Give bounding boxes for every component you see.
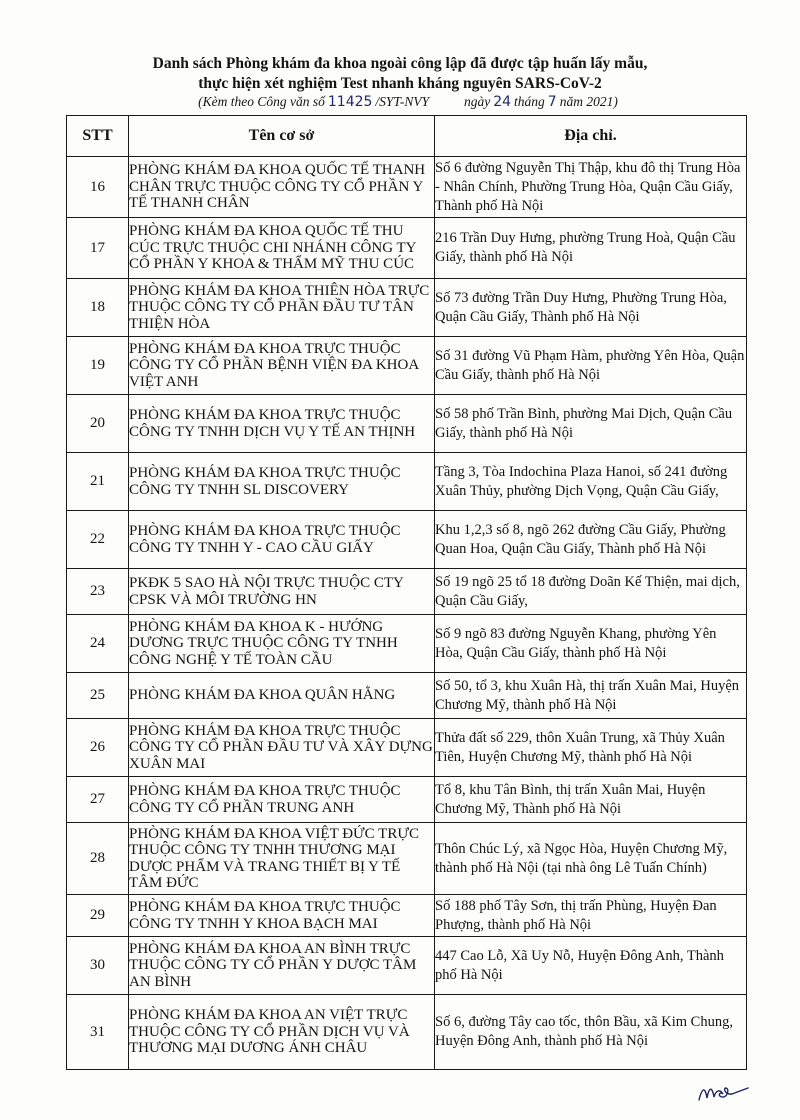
- row-address: Số 31 đường Vũ Phạm Hàm, phường Yên Hòa, Quận Cầu Giấy, thành phố Hà Nội: [435, 337, 747, 395]
- table-row: [67, 719, 747, 777]
- row-facility-name: PHÒNG KHÁM ĐA KHOA AN VIỆT TRỰC THUỘC CÔNG TY CỔ PHẦN DỊCH VỤ VÀ THƯƠNG MẠI DƯƠNG ÁNH CHÂU: [129, 995, 435, 1070]
- document-reference: [8, 94, 800, 110]
- row-facility-name: PHÒNG KHÁM ĐA KHOA TRỰC THUỘC CÔNG TY TNHH Y - CAO CẦU GIẤY: [129, 511, 435, 569]
- table-row: [67, 615, 747, 673]
- day-label: ngày: [463, 94, 491, 109]
- row-facility-name: PHÒNG KHÁM ĐA KHOA QUỐC TẾ THANH CHÂN TRỰC THUỘC CÔNG TY CỔ PHẦN Y TẾ THANH CHÂN: [129, 157, 435, 218]
- table-row: [67, 337, 747, 395]
- row-stt: 18: [67, 279, 129, 337]
- row-stt: 29: [67, 895, 129, 937]
- handwritten-day: 24: [493, 94, 512, 110]
- table-body: [67, 157, 747, 1070]
- table-row: [67, 937, 747, 995]
- row-facility-name: PHÒNG KHÁM ĐA KHOA TRỰC THUỘC CÔNG TY TNHH DỊCH VỤ Y TẾ AN THỊNH: [129, 395, 435, 453]
- row-stt: 21: [67, 453, 129, 511]
- row-address: Số 73 đường Trần Duy Hưng, Phường Trung Hòa, Quận Cầu Giấy, Thành phố Hà Nội: [435, 279, 747, 337]
- row-address: Số 9 ngõ 83 đường Nguyễn Khang, phường Yên Hòa, Quận Cầu Giấy, thành phố Hà Nội: [435, 615, 747, 673]
- row-facility-name: PHÒNG KHÁM ĐA KHOA QUỐC TẾ THU CÚC TRỰC THUỘC CHI NHÁNH CÔNG TY CỔ PHẦN Y KHOA & THẨM MỸ THU CÚC: [129, 218, 435, 279]
- table-row: [67, 453, 747, 511]
- row-facility-name: PKĐK 5 SAO HÀ NỘI TRỰC THUỘC CTY CPSK VÀ MÔI TRƯỜNG HN: [129, 569, 435, 615]
- row-stt: 27: [67, 777, 129, 823]
- signature-initials: [696, 1078, 752, 1113]
- header-name: Tên cơ sở: [129, 116, 435, 157]
- row-stt: 30: [67, 937, 129, 995]
- table-row: [67, 995, 747, 1070]
- row-address: Thôn Chúc Lý, xã Ngọc Hòa, Huyện Chương Mỹ, thành phố Hà Nội (tại nhà ông Lê Tuấn Chính): [435, 823, 747, 895]
- table-row: [67, 823, 747, 895]
- row-facility-name: PHÒNG KHÁM ĐA KHOA K - HƯỚNG DƯƠNG TRỰC THUỘC CÔNG TY TNHH CÔNG NGHỆ Y TẾ TOÀN CẦU: [129, 615, 435, 673]
- row-facility-name: PHÒNG KHÁM ĐA KHOA QUÂN HẰNG: [129, 673, 435, 719]
- handwritten-document-number: 11425: [327, 94, 373, 110]
- row-stt: 25: [67, 673, 129, 719]
- row-stt: 20: [67, 395, 129, 453]
- row-stt: 19: [67, 337, 129, 395]
- row-facility-name: PHÒNG KHÁM ĐA KHOA TRỰC THUỘC CÔNG TY CỔ PHẦN ĐẦU TƯ VÀ XÂY DỰNG XUÂN MAI: [129, 719, 435, 777]
- clinic-table: [66, 115, 747, 1070]
- table-row: [67, 673, 747, 719]
- row-facility-name: PHÒNG KHÁM ĐA KHOA TRỰC THUỘC CÔNG TY CỔ PHẦN TRUNG ANH: [129, 777, 435, 823]
- row-facility-name: PHÒNG KHÁM ĐA KHOA VIỆT ĐỨC TRỰC THUỘC CÔNG TY TNHH THƯƠNG MẠI DƯỢC PHẨM VÀ TRANG THIẾT BỊ Y TẾ TÂM ĐỨC: [129, 823, 435, 895]
- table-row: [67, 777, 747, 823]
- row-facility-name: PHÒNG KHÁM ĐA KHOA TRỰC THUỘC CÔNG TY CỔ PHẦN BỆNH VIỆN ĐA KHOA VIỆT ANH: [129, 337, 435, 395]
- row-facility-name: PHÒNG KHÁM ĐA KHOA AN BÌNH TRỰC THUỘC CÔNG TY CỔ PHẦN Y DƯỢC TÂM AN BÌNH: [129, 937, 435, 995]
- row-stt: 16: [67, 157, 129, 218]
- row-stt: 31: [67, 995, 129, 1070]
- table-header-row: [67, 116, 747, 157]
- table-row: [67, 511, 747, 569]
- row-address: Tổ 8, khu Tân Bình, thị trấn Xuân Mai, Huyện Chương Mỹ, Thành phố Hà Nội: [435, 777, 747, 823]
- signature-mark: [696, 1078, 752, 1108]
- row-address: Khu 1,2,3 số 8, ngõ 262 đường Cầu Giấy, Phường Quan Hoa, Quận Cầu Giấy, Thành phố Hà Nội: [435, 511, 747, 569]
- reference-agency: /SYT-NVY: [375, 94, 430, 109]
- row-facility-name: PHÒNG KHÁM ĐA KHOA TRỰC THUỘC CÔNG TY TNHH Y KHOA BẠCH MAI: [129, 895, 435, 937]
- month-label: tháng: [514, 94, 545, 109]
- table-row: [67, 569, 747, 615]
- table-row: [67, 395, 747, 453]
- table-row: [67, 279, 747, 337]
- row-address: Số 6 đường Nguyễn Thị Thập, khu đô thị Trung Hòa - Nhân Chính, Phường Trung Hòa, Quận Cầu Giấy, Thành phố Hà Nội: [435, 157, 747, 218]
- document-title-line-1: Danh sách Phòng khám đa khoa ngoài công lập đã được tập huấn lấy mẫu,: [152, 55, 648, 72]
- row-address: 447 Cao Lỗ, Xã Uy Nỗ, Huyện Đông Anh, Thành phố Hà Nội: [435, 937, 747, 995]
- year-label: năm 2021): [559, 94, 618, 109]
- document-header: [0, 54, 800, 110]
- reference-prefix: (Kèm theo Công văn số: [198, 94, 325, 109]
- row-address: Số 6, đường Tây cao tốc, thôn Bầu, xã Kim Chung, Huyện Đông Anh, thành phố Hà Nội: [435, 995, 747, 1070]
- table-row: [67, 895, 747, 937]
- row-stt: 23: [67, 569, 129, 615]
- row-address: Thửa đất số 229, thôn Xuân Trung, xã Thủy Xuân Tiên, Huyện Chương Mỹ, thành phố Hà Nội: [435, 719, 747, 777]
- row-facility-name: PHÒNG KHÁM ĐA KHOA THIÊN HÒA TRỰC THUỘC CÔNG TY CỔ PHẦN ĐẦU TƯ TÂN THIỆN HÒA: [129, 279, 435, 337]
- header-address: Địa chỉ.: [435, 116, 747, 157]
- table-row: [67, 218, 747, 279]
- row-stt: 17: [67, 218, 129, 279]
- table-row: [67, 157, 747, 218]
- row-address: Tầng 3, Tòa Indochina Plaza Hanoi, số 241 đường Xuân Thủy, phường Dịch Vọng, Quận Cầu Giấy,: [435, 453, 747, 511]
- row-address: Số 50, tổ 3, khu Xuân Hà, thị trấn Xuân Mai, Huyện Chương Mỹ, thành phố Hà Nội: [435, 673, 747, 719]
- row-stt: 24: [67, 615, 129, 673]
- row-address: 216 Trần Duy Hưng, phường Trung Hoà, Quận Cầu Giấy, thành phố Hà Nội: [435, 218, 747, 279]
- row-address: Số 188 phố Tây Sơn, thị trấn Phùng, Huyện Đan Phượng, thành phố Hà Nội: [435, 895, 747, 937]
- document-title-line-2: thực hiện xét nghiệm Test nhanh kháng nguyên SARS-CoV-2: [198, 75, 602, 92]
- row-stt: 28: [67, 823, 129, 895]
- row-address: Số 58 phố Trần Bình, phường Mai Dịch, Quận Cầu Giấy, thành phố Hà Nội: [435, 395, 747, 453]
- row-address: Số 19 ngõ 25 tổ 18 đường Doãn Kế Thiện, mai dịch, Quận Cầu Giấy,: [435, 569, 747, 615]
- row-facility-name: PHÒNG KHÁM ĐA KHOA TRỰC THUỘC CÔNG TY TNHH SL DISCOVERY: [129, 453, 435, 511]
- header-stt: STT: [67, 116, 129, 157]
- row-stt: 26: [67, 719, 129, 777]
- row-stt: 22: [67, 511, 129, 569]
- handwritten-month: 7: [547, 94, 557, 110]
